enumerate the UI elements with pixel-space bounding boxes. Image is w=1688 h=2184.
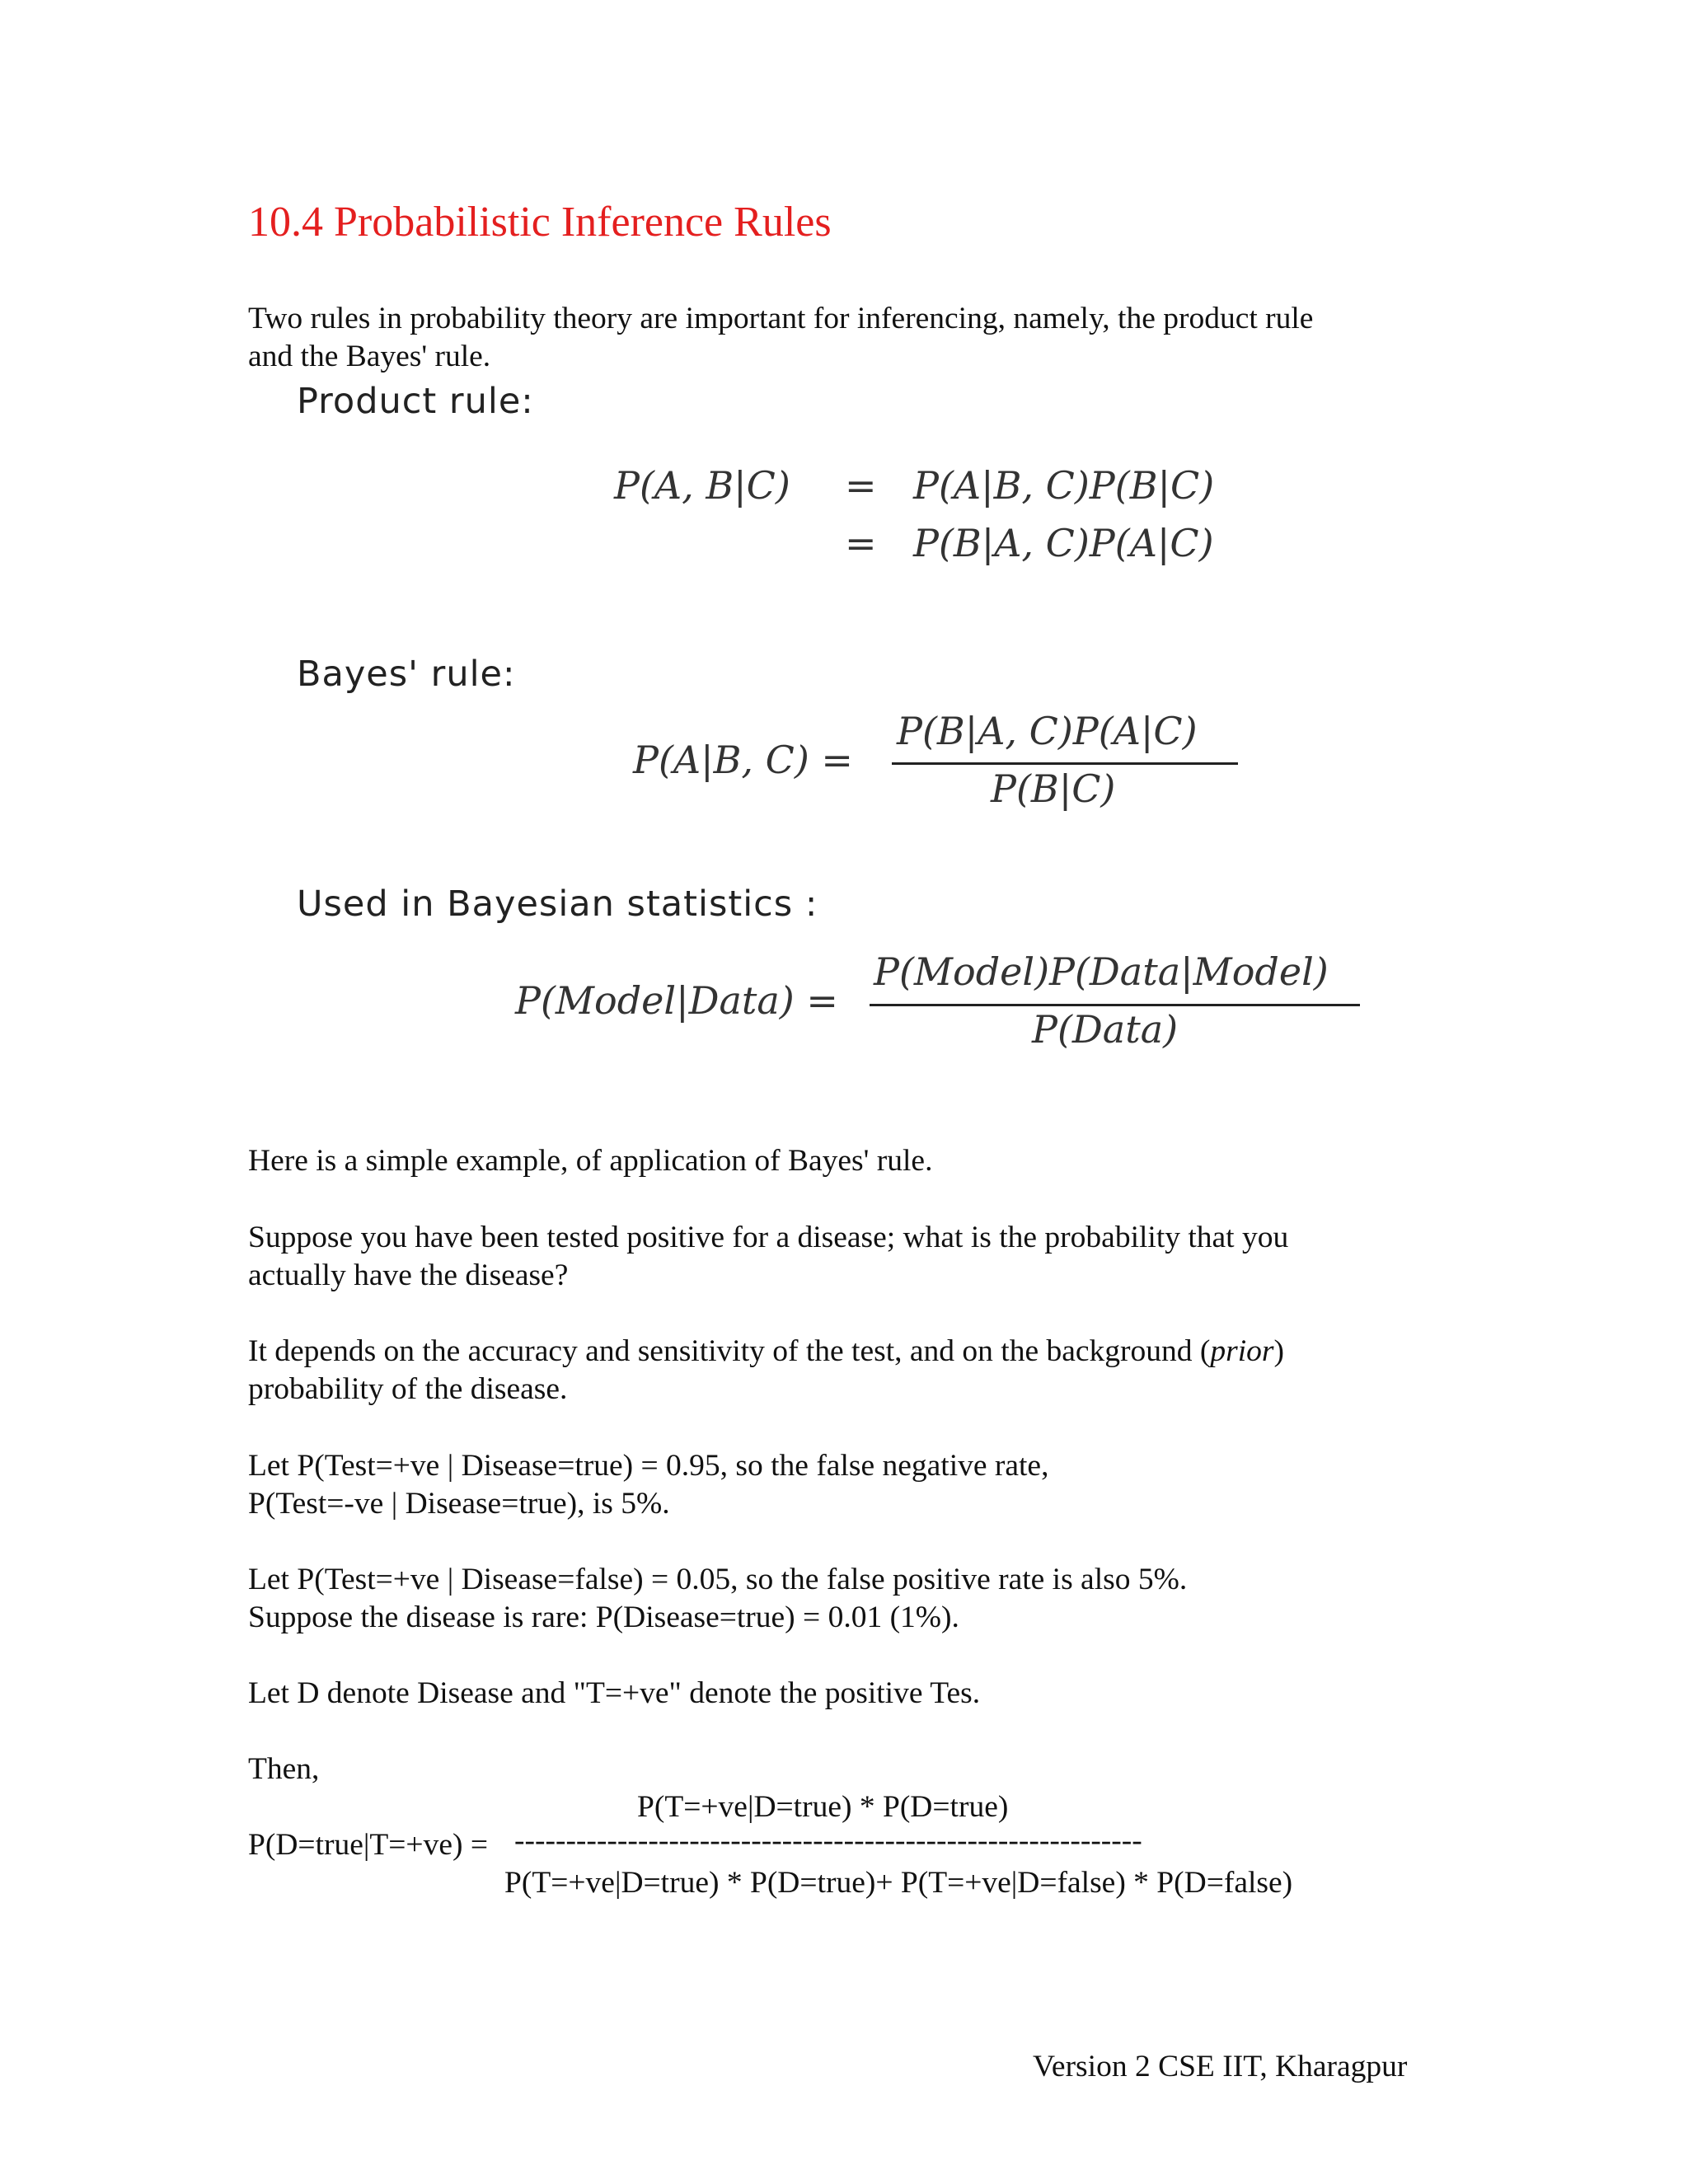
sensitivity-line-1: Let P(Test=+ve | Disease=true) = 0.95, so the false negative rate,	[248, 1449, 1049, 1483]
question-line-1: Suppose you have been tested positive for a disease; what is the probability that you	[248, 1221, 1289, 1254]
bayesian-fraction-bar	[870, 1004, 1360, 1006]
product-rule-equals-2: =	[845, 521, 877, 565]
product-rule-equals-1: =	[845, 463, 877, 508]
bayes-rule-numerator: P(B|A, C)P(A|C)	[897, 709, 1198, 753]
page-footer: Version 2 CSE IIT, Kharagpur	[1033, 2050, 1408, 2083]
product-rule-lhs: P(A, B|C)	[614, 463, 790, 508]
intro-line-1: Two rules in probability theory are important for inferencing, namely, the product rule	[248, 302, 1314, 335]
formula-lhs: P(D=true|T=+ve) =	[248, 1828, 488, 1862]
formula-numerator: P(T=+ve|D=true) * P(D=true)	[637, 1790, 1009, 1824]
formula-denominator: P(T=+ve|D=true) * P(D=true)+ P(T=+ve|D=false) * P(D=false)	[504, 1866, 1293, 1900]
question-line-2: actually have the disease?	[248, 1258, 569, 1292]
product-rule-label: Product rule:	[297, 381, 534, 422]
bayes-rule-label: Bayes' rule:	[297, 654, 516, 695]
false-positive-line-2: Suppose the disease is rare: P(Disease=true) = 0.01 (1%).	[248, 1601, 959, 1634]
notation-line: Let D denote Disease and "T=+ve" denote the positive Tes.	[248, 1676, 981, 1710]
bayes-rule-denominator: P(B|C)	[991, 766, 1116, 811]
prior-italic: prior	[1210, 1334, 1274, 1368]
bayesian-stats-numerator: P(Model)P(Data|Model)	[874, 949, 1329, 994]
bayes-rule-lhs: P(A|B, C) =	[633, 738, 853, 782]
depends-line-2: probability of the disease.	[248, 1372, 568, 1406]
section-title: 10.4 Probabilistic Inference Rules	[248, 199, 832, 246]
false-positive-line-1: Let P(Test=+ve | Disease=false) = 0.05, so the false positive rate is also 5%.	[248, 1563, 1188, 1596]
bayesian-stats-denominator: P(Data)	[1032, 1007, 1179, 1052]
sensitivity-line-2: P(Test=-ve | Disease=true), is 5%.	[248, 1487, 670, 1521]
intro-line-2: and the Bayes' rule.	[248, 340, 491, 373]
bayesian-stats-label: Used in Bayesian statistics :	[297, 883, 818, 925]
bayes-fraction-bar	[892, 762, 1238, 765]
formula-divider: -------------------------------------------------------------	[514, 1824, 1142, 1858]
depends-line-1: It depends on the accuracy and sensitivity of the test, and on the background (prior)	[248, 1334, 1284, 1368]
product-rule-rhs-1: P(A|B, C)P(B|C)	[913, 463, 1215, 508]
product-rule-rhs-2: P(B|A, C)P(A|C)	[913, 521, 1214, 565]
example-intro: Here is a simple example, of application of Bayes' rule.	[248, 1144, 933, 1178]
bayesian-stats-lhs: P(Model|Data) =	[515, 978, 838, 1023]
then-label: Then,	[248, 1752, 320, 1786]
